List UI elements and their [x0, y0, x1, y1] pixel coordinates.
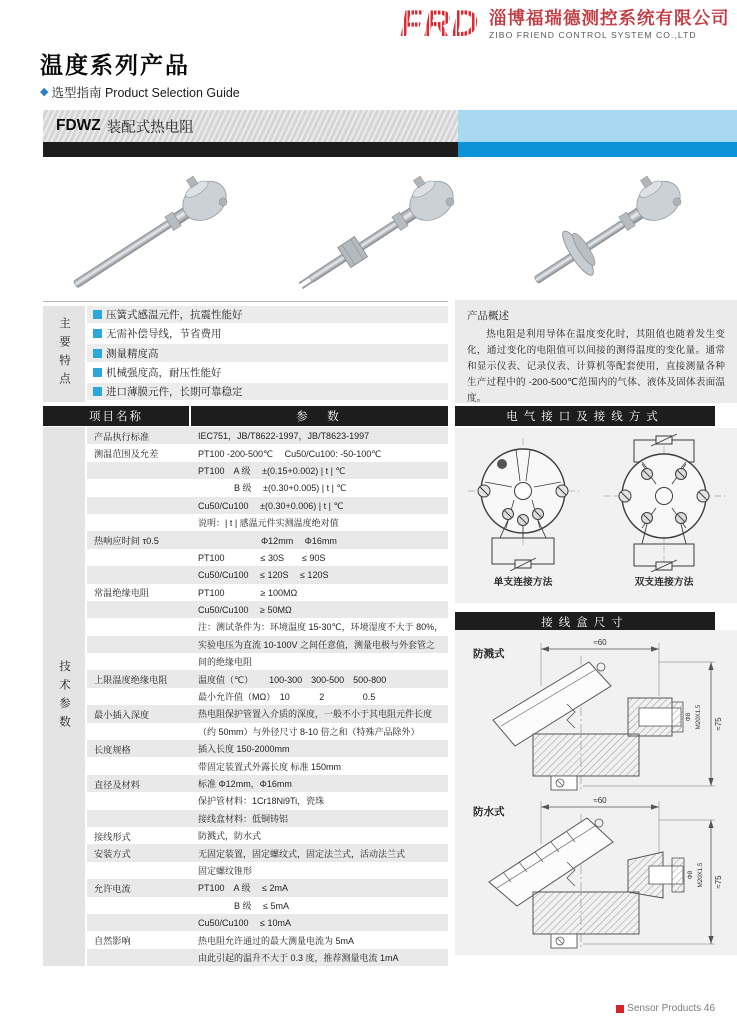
diamond-icon: ◆: [40, 85, 49, 98]
table-row: [87, 601, 448, 618]
table-row: [87, 931, 448, 948]
table-row: [87, 914, 448, 931]
single-wiring-label: 单支连接方法: [493, 577, 553, 588]
tech-col-param-header: 参 数: [191, 406, 448, 426]
overview-section: [455, 300, 737, 403]
junction-section-title: 接线盒尺寸: [455, 612, 715, 632]
table-cell-param: 防溅式，防水式: [198, 831, 262, 842]
product-photo-plain-probe: [42, 168, 269, 298]
wiring-single-figure: [466, 434, 581, 588]
table-row: [87, 775, 448, 792]
feature-text: 进口薄膜元件，长期可靠稳定: [106, 385, 243, 398]
product-code: FDWZ: [56, 117, 101, 134]
table-cell-item: 热响应时间 τ0.5: [94, 536, 159, 547]
features-section: [43, 301, 448, 402]
feature-text: 机械强度高，耐压性能好: [106, 366, 222, 379]
splash-proof-figure: [459, 634, 733, 792]
tech-rows: [87, 427, 448, 966]
product-banner: [43, 110, 737, 142]
table-cell-param: Cu50/Cu100 ≥ 50MΩ: [198, 605, 292, 616]
tech-table-header: [43, 406, 448, 426]
table-cell-param: 说明：| t | 感温元件实测温度绝对值: [198, 518, 339, 529]
table-row: [87, 844, 448, 861]
table-row: [87, 566, 448, 583]
table-cell-item: 长度规格: [94, 744, 131, 755]
banner-underline-black: [43, 142, 458, 157]
features-side-label: 主要特点: [43, 306, 85, 402]
table-row: [87, 479, 448, 496]
table-cell-param: B 级 ≤ 5mA: [198, 900, 289, 911]
table-cell-param: 无固定装置，固定螺纹式，固定法兰式，活动法兰式: [198, 848, 406, 859]
table-cell-item: 安装方式: [94, 849, 131, 860]
product-photo-flanged-probe: [496, 168, 723, 298]
table-row: [87, 653, 448, 670]
table-cell-param: 温度值（℃） 100-300 300-500 500-800: [198, 674, 387, 685]
table-row: [87, 688, 448, 705]
junction-box-drawings: [455, 630, 737, 955]
banner-underline: [43, 142, 737, 157]
table-row: [87, 810, 448, 827]
table-cell-param: 热电阻保护管置入介质的深度，一般不小于其电阻元件长度: [198, 709, 433, 720]
feature-text: 压簧式感温元件，抗震性能好: [106, 309, 243, 322]
table-row: [87, 444, 448, 461]
table-row: [87, 549, 448, 566]
double-wiring-label: 双支连接方法: [634, 577, 694, 588]
table-cell-param: B 级 ±(0.30+0.005) | t | ℃: [198, 483, 347, 494]
square-bullet-icon: [93, 329, 102, 338]
feature-item: [87, 383, 448, 400]
feature-item: [87, 364, 448, 381]
tech-table: [43, 427, 448, 966]
table-cell-param: Cu50/Cu100 ≤ 120S ≤ 120S: [198, 570, 329, 581]
table-row: [87, 897, 448, 914]
table-cell-param: 标准 Φ12mm，Φ16mm: [198, 779, 292, 789]
table-cell-item: 常温绝缘电阻: [94, 588, 150, 599]
table-cell-param: 插入长度 150-2000mm: [198, 744, 290, 755]
table-cell-param: （约 50mm）与外径尺寸 8-10 倍之和（特殊产品除外）: [198, 726, 420, 737]
product-name: 装配式热电阻: [106, 119, 194, 136]
table-cell-item: 自然影响: [94, 936, 131, 947]
table-cell-param: 保护管材料：1Cr18Ni9Ti，瓷珠: [198, 796, 325, 807]
table-row: [87, 636, 448, 653]
table-cell-param: 带固定装置式外露长度 标准 150mm: [198, 761, 342, 772]
table-row: [87, 757, 448, 774]
table-cell-param: 由此引起的温升不大于 0.3 度，推荐测量电流 1mA: [198, 952, 399, 963]
feature-text: 无需补偿导线，节省费用: [106, 328, 222, 341]
banner-underline-blue: [458, 142, 737, 157]
table-cell-item: 最小插入深度: [94, 709, 150, 720]
footer-text: Sensor Products 46: [627, 1003, 715, 1014]
svg-text:≈75: ≈75: [714, 875, 723, 889]
svg-text:Φ8: Φ8: [687, 870, 694, 880]
feature-item: [87, 344, 448, 361]
svg-text:≈75: ≈75: [714, 717, 723, 731]
table-cell-param: 最小允许值（MΩ） 10 2 0.5: [198, 692, 376, 703]
table-cell-param: PT100 A 级 ±(0.15+0.002) | t | ℃: [198, 465, 346, 476]
svg-text:M20X1.5: M20X1.5: [697, 862, 704, 888]
table-row: [87, 862, 448, 879]
table-cell-param: Cu50/Cu100 ≤ 10mA: [198, 918, 291, 929]
wiring-diagrams: [455, 428, 737, 603]
svg-text:≈60: ≈60: [593, 796, 607, 805]
table-cell-item: 产品执行标准: [94, 431, 150, 442]
product-banner-accent: [458, 110, 737, 142]
svg-text:Φ8: Φ8: [685, 712, 692, 722]
product-photos: [42, 168, 723, 298]
company-name-en: ZIBO FRIEND CONTROL SYSTEM CO.,LTD: [489, 29, 697, 40]
company-name-cn: 淄博福瑞德测控系统有限公司: [489, 7, 730, 28]
table-cell-param: PT100 -200-500℃ Cu50/Cu100: -50-100℃: [198, 448, 382, 459]
table-cell-param: Φ12mm Φ16mm: [198, 535, 337, 546]
page-subtitle-text: 选型指南 Product Selection Guide: [51, 86, 240, 100]
table-row: [87, 723, 448, 740]
page-subtitle: [40, 83, 240, 101]
table-row: [87, 827, 448, 844]
table-cell-item: 上限温度绝缘电阻: [94, 675, 168, 686]
table-row: [87, 514, 448, 531]
square-bullet-icon: [93, 368, 102, 377]
table-cell-param: 实验电压为直流 10-100V 之间任意值，测量电极与外套管之: [198, 639, 436, 650]
table-row: [87, 879, 448, 896]
table-cell-param: 热电阻允许通过的最大测量电流为 5mA: [198, 935, 355, 946]
table-row: [87, 792, 448, 809]
tech-side-label: 技术参数: [43, 427, 85, 966]
double-wiring-diagram: [602, 434, 727, 572]
table-cell-param: 注：测试条件为：环境温度 15-30℃，环境湿度不大于 80%，: [198, 622, 444, 633]
table-row: [87, 670, 448, 687]
product-banner-left: [43, 110, 458, 142]
table-cell-param: 间的绝缘电阻: [198, 657, 253, 668]
table-cell-item: 直径及材料: [94, 779, 140, 790]
feature-item: [87, 325, 448, 342]
product-photo-threaded-probe: [269, 168, 496, 298]
page-title: 温度系列产品: [40, 52, 190, 78]
table-row: [87, 427, 448, 444]
splash-proof-label: 防溅式: [473, 648, 505, 660]
footer-square-icon: [616, 1005, 624, 1013]
table-row: [87, 531, 448, 548]
table-cell-param: Cu50/Cu100 ±(0.30+0.006) | t | ℃: [198, 500, 344, 511]
table-row: [87, 462, 448, 479]
overview-body: 热电阻是利用导体在温度变化时，其阻值也随着发生变化，通过变化的电阻值可以间接的测得温度的变化量。通常和显示仪表、记录仪表、计算机等配套使用，直接测量各种生产过程中的 -200-500℃范围内的气体、液体及固体表面温度。: [467, 329, 725, 403]
wiring-section-title: 电气接口及接线方式: [455, 406, 715, 426]
tech-col-item-header: 项目名称: [43, 406, 189, 426]
table-row: [87, 705, 448, 722]
square-bullet-icon: [93, 387, 102, 396]
table-cell-param: PT100 ≤ 30S ≤ 90S: [198, 552, 326, 563]
feature-text: 测量精度高: [106, 347, 159, 360]
svg-text:M20X1.5: M20X1.5: [695, 704, 702, 730]
table-row: [87, 584, 448, 601]
table-cell-param: 固定螺纹锥形: [198, 865, 253, 876]
single-wiring-diagram: [466, 434, 581, 572]
table-cell-param: 接线盒材料：低铜铸铝: [198, 813, 289, 824]
table-cell-item: 允许电流: [94, 883, 131, 894]
table-row: [87, 740, 448, 757]
wiring-double-figure: [602, 434, 727, 588]
table-cell-item: 接线形式: [94, 831, 131, 842]
features-list: [87, 306, 448, 402]
square-bullet-icon: [93, 349, 102, 358]
waterproof-figure: [459, 792, 733, 950]
table-row: [87, 949, 448, 966]
svg-text:≈60: ≈60: [593, 638, 607, 647]
overview-title: 产品概述: [467, 310, 509, 322]
table-cell-param: PT100 ≥ 100MΩ: [198, 587, 298, 598]
table-cell-param: PT100 A 级 ≤ 2mA: [198, 883, 288, 894]
page-footer: [616, 1003, 715, 1014]
table-cell-param: IEC751，JB/T8622-1997，JB/T8623-1997: [198, 431, 370, 442]
table-row: [87, 618, 448, 635]
table-cell-item: 测温范围及允差: [94, 449, 159, 460]
company-block: [489, 8, 730, 40]
waterproof-label: 防水式: [473, 806, 505, 818]
header: [400, 5, 730, 42]
frd-logo: FRD: [400, 3, 480, 44]
table-row: [87, 497, 448, 514]
feature-item: [87, 306, 448, 323]
square-bullet-icon: [93, 310, 102, 319]
